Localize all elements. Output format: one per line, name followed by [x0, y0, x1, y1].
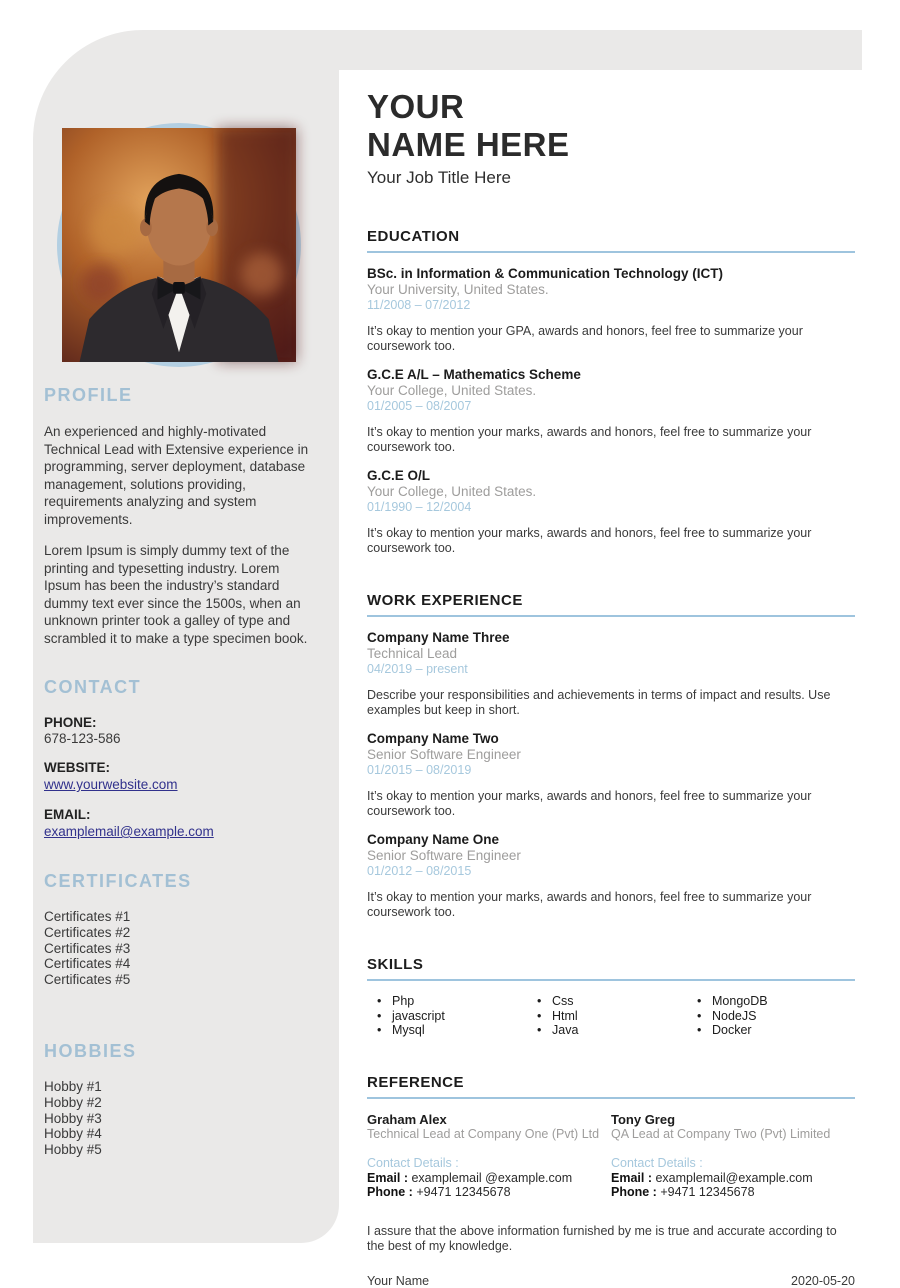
education-dates: 01/2005 – 08/2007 [367, 399, 472, 413]
skill-item: • javascript [375, 1009, 535, 1024]
skill-item: • Html [535, 1009, 695, 1024]
referee-phone-label: Phone : [611, 1185, 657, 1199]
hobby-item: Hobby #5 [44, 1142, 102, 1158]
referee-email-label: Email : [367, 1170, 408, 1185]
education-description: It’s okay to mention your GPA, awards and honors, feel free to summarize your coursework too. [367, 324, 803, 353]
reference-section [367, 1074, 855, 1200]
contact-email [44, 807, 315, 841]
referee-phone [367, 1185, 611, 1200]
certificate-item: Certificates #4 [44, 956, 131, 972]
work-entry [367, 630, 855, 718]
skills-column [695, 994, 855, 1038]
skill-item: • Docker [695, 1023, 855, 1038]
signature-row [367, 1274, 855, 1288]
skills-column [375, 994, 535, 1038]
school-name: Your University, United States. [367, 282, 549, 297]
email-link[interactable]: examplemail@example.com [44, 824, 214, 839]
company-name: Company Name One [367, 832, 500, 847]
referee-role: Technical Lead at Company One (Pvt) Ltd [367, 1126, 600, 1141]
contact-details-label: Contact Details : [367, 1155, 459, 1170]
work-section [367, 592, 855, 920]
skill-item: • MongoDB [695, 994, 855, 1009]
job-role: Senior Software Engineer [367, 747, 521, 762]
referee-role: QA Lead at Company Two (Pvt) Limited [611, 1126, 831, 1141]
phone-label: PHONE: [44, 715, 97, 730]
referee-phone-label: Phone : [367, 1185, 413, 1199]
work-dates: 04/2019 – present [367, 662, 468, 676]
website-link[interactable]: www.yourwebsite.com [44, 777, 178, 792]
referee-email [367, 1171, 611, 1186]
education-heading: EDUCATION [367, 228, 855, 253]
education-description: It’s okay to mention your marks, awards and honors, feel free to summarize your coursework too. [367, 425, 812, 454]
job-title: Your Job Title Here [367, 168, 511, 187]
reference-entry [611, 1112, 855, 1200]
website-label: WEBSITE: [44, 760, 110, 775]
certificate-item: Certificates #2 [44, 924, 131, 940]
referee-email-value: examplemail @example.com [411, 1170, 573, 1185]
name-line2: NAME HERE [367, 126, 570, 163]
contact-phone [44, 715, 315, 747]
hobby-item: Hobby #1 [44, 1078, 102, 1094]
referee-phone-value: +9471 12345678 [660, 1185, 755, 1199]
work-heading: WORK EXPERIENCE [367, 592, 855, 617]
main-column [367, 88, 855, 1288]
education-description: It’s okay to mention your marks, awards and honors, feel free to summarize your coursework too. [367, 526, 812, 555]
skill-item: • Mysql [375, 1023, 535, 1038]
reference-heading: REFERENCE [367, 1074, 855, 1099]
certificates-heading: CERTIFICATES [44, 871, 192, 891]
certificate-item: Certificates #3 [44, 940, 131, 956]
hobby-item: Hobby #4 [44, 1126, 102, 1142]
work-entry [367, 731, 855, 819]
reference-entry [367, 1112, 611, 1200]
skills-list [367, 994, 855, 1038]
skill-item: • Java [535, 1023, 695, 1038]
contact-section [44, 677, 315, 841]
hobbies-section [44, 1041, 315, 1158]
signature-date: 2020-05-20 [791, 1273, 855, 1288]
education-entry [367, 468, 855, 556]
company-name: Company Name Three [367, 630, 510, 645]
profile-photo [57, 123, 301, 367]
profile-photo-illustration [62, 128, 296, 362]
degree-title: G.C.E O/L [367, 468, 431, 483]
hobbies-heading: HOBBIES [44, 1040, 137, 1061]
hobby-item: Hobby #3 [44, 1110, 102, 1126]
certificate-item: Certificates #5 [44, 972, 131, 988]
skill-item: • NodeJS [695, 1009, 855, 1024]
referee-phone [611, 1185, 855, 1200]
job-role: Technical Lead [367, 646, 458, 661]
education-dates: 11/2008 – 07/2012 [367, 298, 471, 312]
referee-phone-value: +9471 12345678 [416, 1185, 511, 1199]
skills-section [367, 956, 855, 1038]
skills-heading: SKILLS [367, 956, 855, 981]
reference-list [367, 1112, 855, 1200]
email-label: EMAIL: [44, 807, 91, 822]
name-block [367, 88, 855, 188]
phone-value: 678-123-586 [44, 731, 121, 746]
certificates-section [44, 871, 315, 988]
degree-title: BSc. in Information & Communication Technology (ICT) [367, 266, 723, 281]
skill-item: • Css [535, 994, 695, 1009]
certificate-item: Certificates #1 [44, 909, 131, 924]
profile-section [44, 385, 315, 647]
school-name: Your College, United States. [367, 383, 537, 398]
assurance-statement: I assure that the above information furnished by me is true and accurate according to the best of my knowledge. [367, 1223, 837, 1253]
contact-heading: CONTACT [44, 677, 142, 697]
education-section [367, 228, 855, 556]
company-name: Company Name Two [367, 731, 499, 746]
work-entry [367, 832, 855, 920]
work-description: It’s okay to mention your marks, awards and honors, feel free to summarize your coursework too. [367, 789, 812, 818]
hobby-item: Hobby #2 [44, 1094, 102, 1110]
name-line1: YOUR [367, 88, 465, 125]
profile-paragraph: An experienced and highly-motivated Technical Lead with Extensive experience in programming, server deployment, database management, solutions providing, requirements analyzing and system improvements. [44, 424, 309, 527]
education-dates: 01/1990 – 12/2004 [367, 500, 472, 514]
referee-email-value: examplemail@example.com [655, 1170, 813, 1185]
degree-title: G.C.E A/L – Mathematics Scheme [367, 367, 581, 382]
work-dates: 01/2012 – 08/2015 [367, 864, 472, 878]
contact-details-label: Contact Details : [611, 1155, 703, 1170]
referee-email-label: Email : [611, 1170, 652, 1185]
contact-website [44, 760, 315, 794]
referee-email [611, 1171, 855, 1186]
profile-heading: PROFILE [44, 385, 133, 405]
referee-name: Graham Alex [367, 1111, 447, 1127]
skill-item: • Php [375, 994, 535, 1009]
work-dates: 01/2015 – 08/2019 [367, 763, 472, 777]
referee-name: Tony Greg [611, 1111, 676, 1127]
work-description: It’s okay to mention your marks, awards and honors, feel free to summarize your coursework too. [367, 890, 812, 919]
skills-column [535, 994, 695, 1038]
education-entry [367, 367, 855, 455]
education-entry [367, 266, 855, 354]
profile-paragraph: Lorem Ipsum is simply dummy text of the printing and typesetting industry. Lorem Ipsum has been the industry’s standard dummy text ever since the 1500s, when an unknown printer took a galley of type and scrambled it to make a type specimen book. [44, 543, 308, 646]
work-description: Describe your responsibilities and achievements in terms of impact and results. Use examples but keep in short. [367, 688, 831, 717]
job-role: Senior Software Engineer [367, 848, 521, 863]
school-name: Your College, United States. [367, 484, 537, 499]
signature-name: Your Name [367, 1273, 430, 1288]
